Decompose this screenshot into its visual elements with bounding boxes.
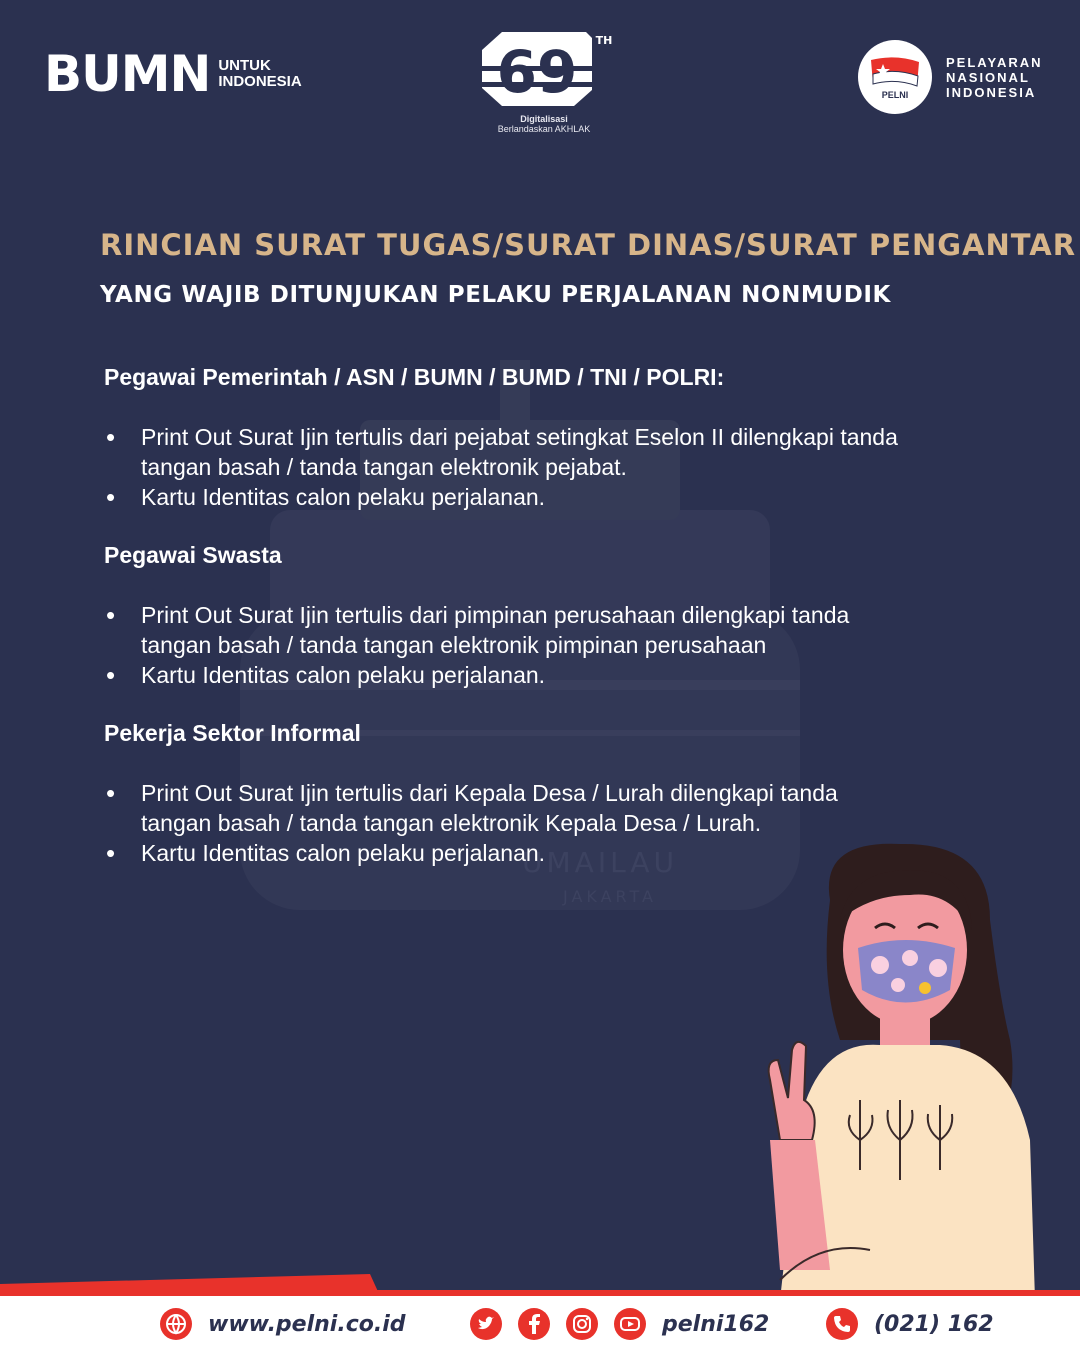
bumn-mark: BUMN (44, 45, 211, 103)
requirement-list (104, 422, 904, 512)
section-private-employees (104, 540, 904, 690)
masked-woman-illustration (760, 840, 1050, 1300)
section-heading: Pekerja Sektor Informal (104, 720, 361, 746)
list-item: • Print Out Surat Ijin tertulis dari pimpinan perusahaan dilengkapi tanda tangan basah / tanda tangan elektronik pimpinan perusahaan (104, 600, 904, 660)
header (0, 0, 1080, 150)
pelni-flag-icon (865, 52, 925, 102)
page-subtitle: YANG WAJIB DITUNJUKAN PELAKU PERJALANAN NONMUDIK (100, 282, 891, 308)
pelni-wordmark-line1: PELAYARAN (946, 54, 1043, 70)
social-handle[interactable]: pelni162 (662, 1311, 770, 1337)
bumn-tagline (218, 58, 301, 90)
instagram-icon[interactable] (566, 1308, 598, 1340)
list-item: • Kartu Identitas calon pelaku perjalanan. (104, 482, 904, 512)
pelni-flag-badge (858, 40, 932, 114)
phone-icon (826, 1308, 858, 1340)
pelni-wordmark-line3: INDONESIA (946, 84, 1037, 100)
bumn-logo (44, 45, 302, 103)
anniversary-number: 69 (496, 38, 578, 106)
anniversary-suffix: TH (595, 34, 613, 47)
list-item: • Kartu Identitas calon pelaku perjalanan. (104, 660, 904, 690)
pelni-logo (858, 40, 1043, 114)
footer (0, 1266, 1080, 1350)
section-government-employees (104, 362, 904, 512)
website-link[interactable]: www.pelni.co.id (208, 1311, 406, 1337)
page-title: RINCIAN SURAT TUGAS/SURAT DINAS/SURAT PENGANTAR (100, 228, 1077, 262)
section-heading: Pegawai Pemerintah / ASN / BUMN / BUMD / TNI / POLRI: (104, 364, 725, 390)
ship-port-text: JAKARTA (563, 887, 657, 906)
youtube-icon[interactable] (614, 1308, 646, 1340)
requirement-list (104, 600, 904, 690)
list-item: • Kartu Identitas calon pelaku perjalanan. (104, 838, 904, 868)
anniversary-caption-line2: Berlandaskan AKHLAK (497, 124, 591, 134)
section-heading: Pegawai Swasta (104, 542, 282, 568)
anniversary-logo (474, 30, 614, 134)
bumn-tagline-line1: UNTUK (218, 57, 271, 74)
footer-website[interactable] (160, 1306, 406, 1342)
pelni-wordmark (946, 55, 1043, 100)
footer-social (470, 1306, 769, 1342)
ship-name-text: UMAILAU (522, 846, 678, 879)
pelni-wordmark-line2: NASIONAL (946, 69, 1030, 85)
list-item: • Print Out Surat Ijin tertulis dari pejabat setingkat Eselon II dilengkapi tanda tangan basah / tanda tangan elektronik pejabat. (104, 422, 904, 482)
anniversary-69-mark (474, 30, 614, 110)
phone-number[interactable]: (021) 162 (874, 1311, 994, 1337)
globe-icon (160, 1308, 192, 1340)
pelni-badge-text: PELNI (881, 90, 909, 100)
anniversary-caption-line1: Digitalisasi (520, 114, 568, 124)
twitter-icon[interactable] (470, 1308, 502, 1340)
list-item: • Print Out Surat Ijin tertulis dari Kepala Desa / Lurah dilengkapi tanda tangan basah / tanda tangan elektronik Kepala Desa / Lurah. (104, 778, 904, 838)
footer-phone[interactable] (826, 1306, 994, 1342)
facebook-icon[interactable] (518, 1308, 550, 1340)
requirements-content (104, 362, 904, 896)
anniversary-caption (474, 114, 614, 134)
bumn-tagline-line2: INDONESIA (218, 73, 302, 90)
